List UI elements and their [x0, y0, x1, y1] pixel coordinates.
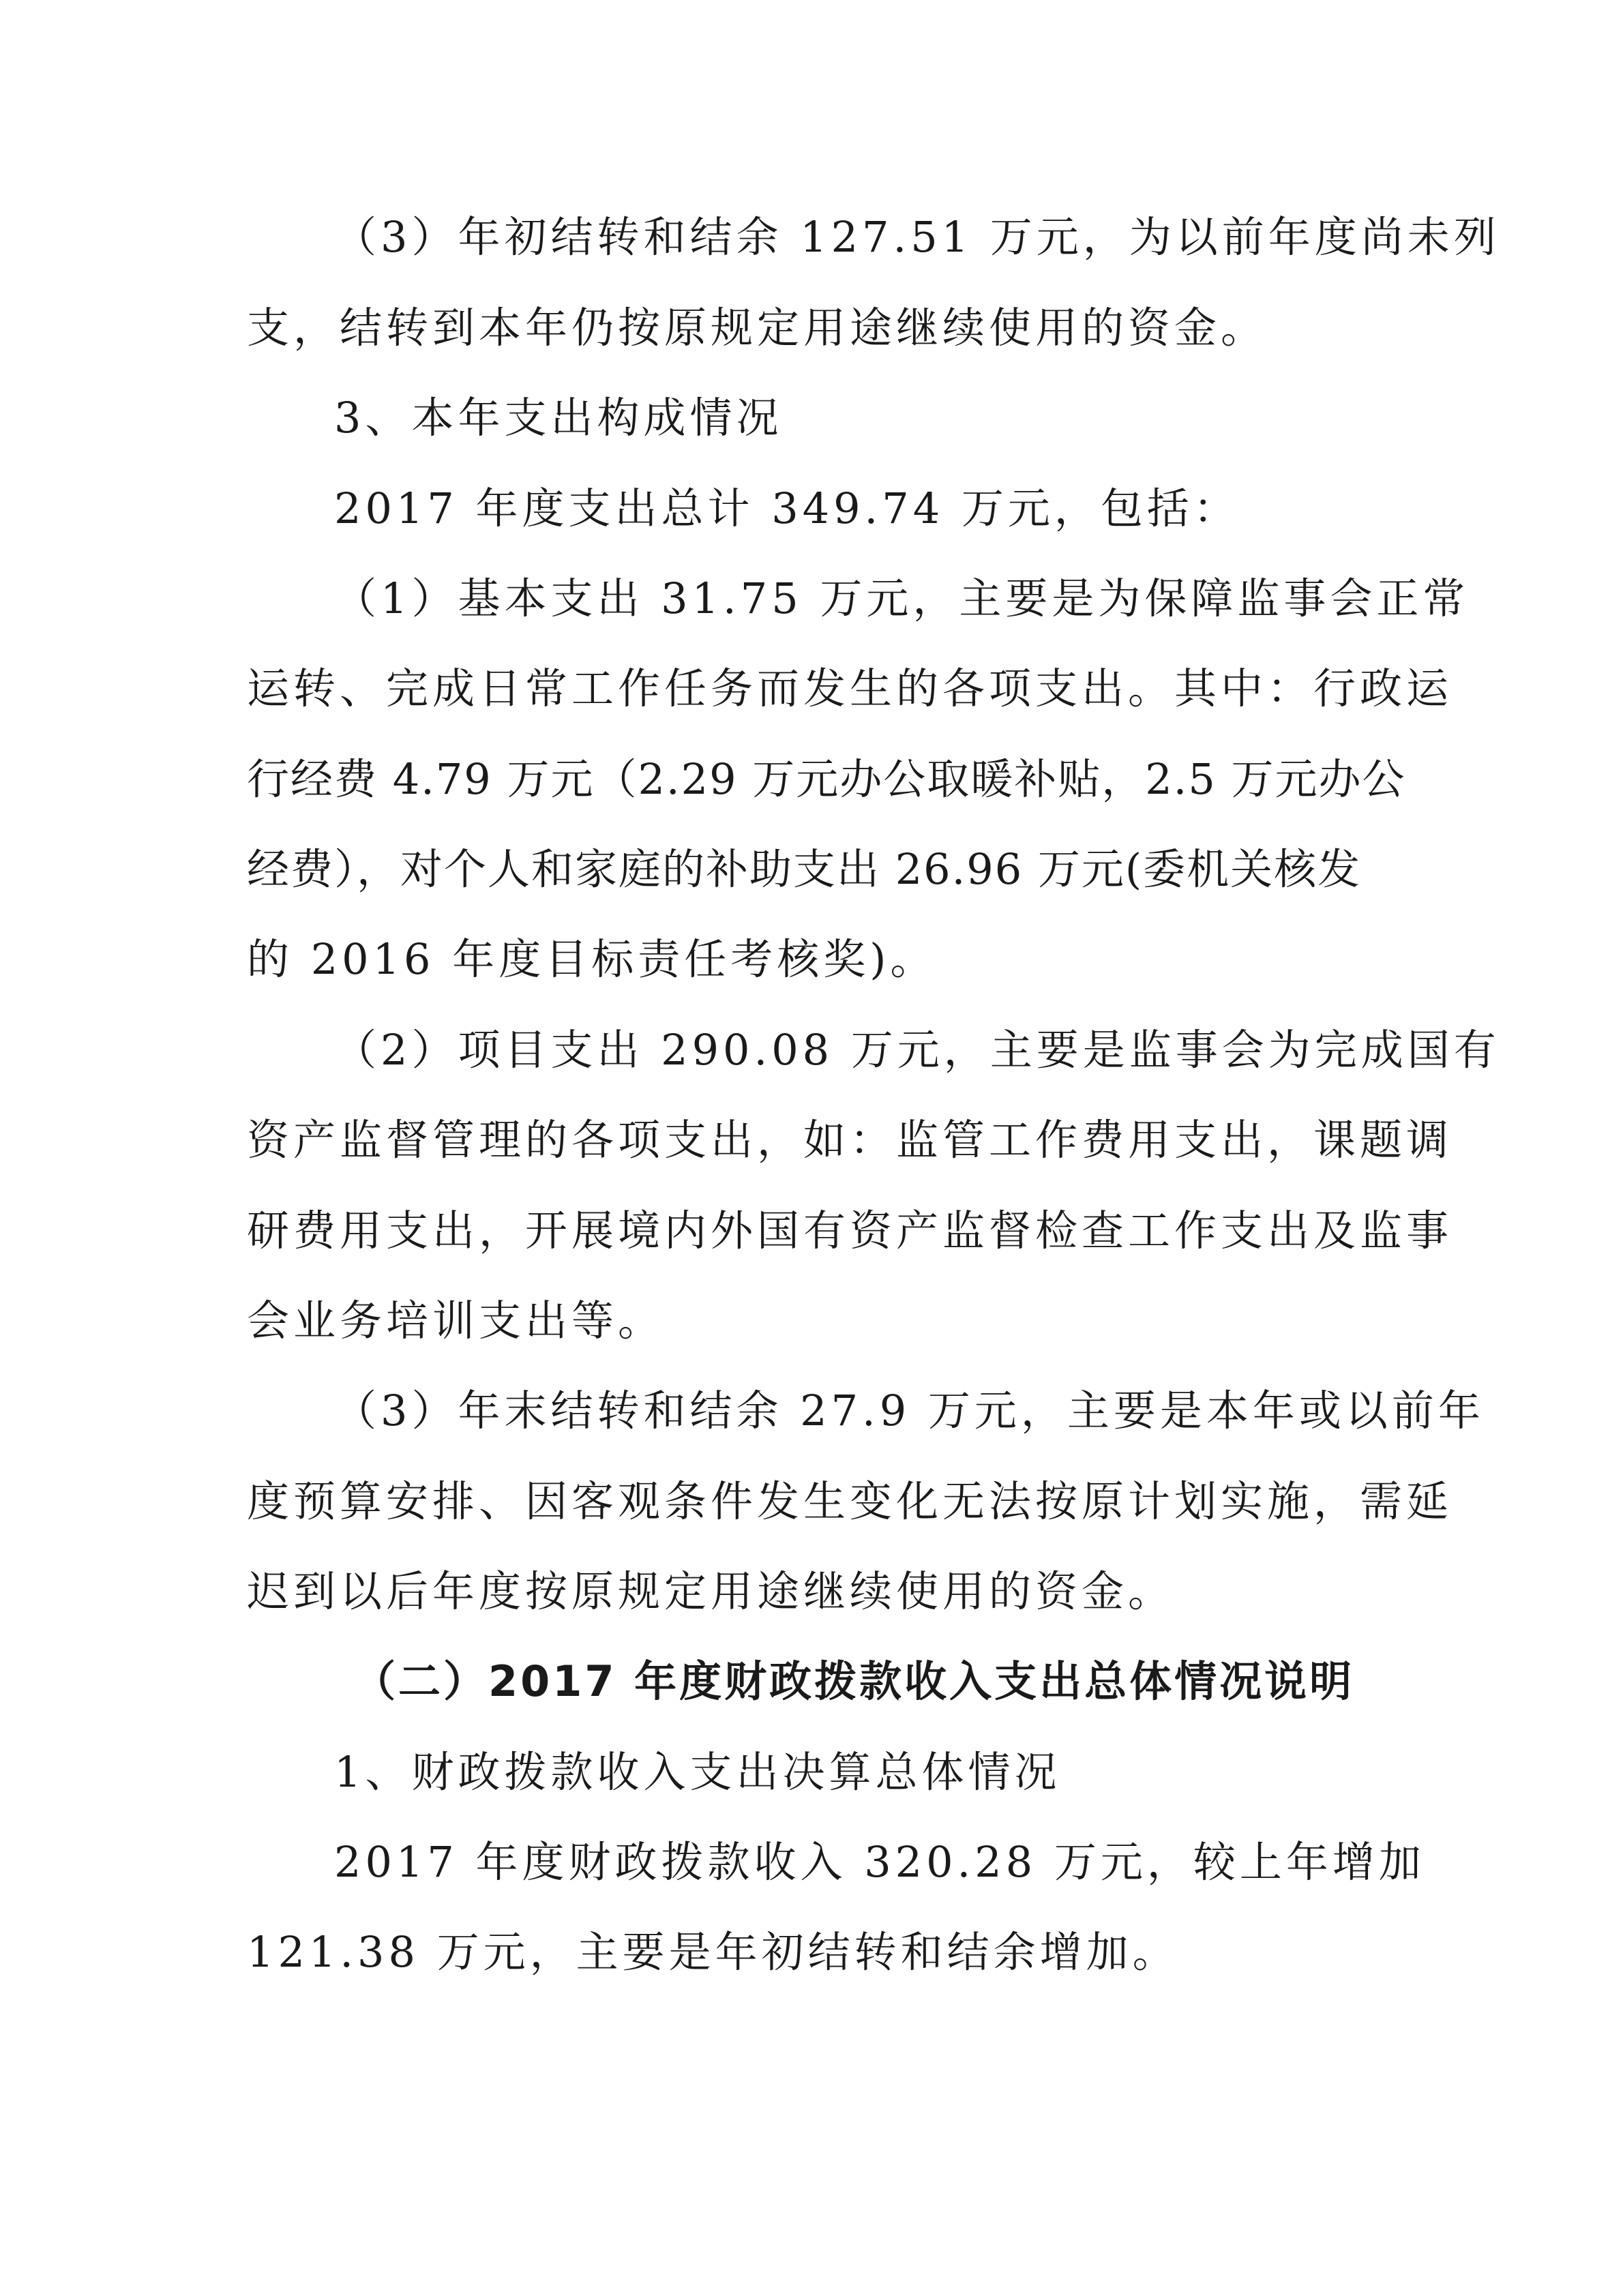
paragraph-carryover-line-1: （3）年初结转和结余 127.51 万元，为以前年度尚未列 — [334, 212, 1500, 262]
paragraph-yearend-line-2: 度预算安排、因客观条件发生变化无法按原计划实施，需延 — [247, 1476, 1453, 1526]
paragraph-yearend-line-1: （3）年末结转和结余 27.9 万元，主要是本年或以前年 — [334, 1386, 1485, 1435]
paragraph-basic-line-1: （1）基本支出 31.75 万元，主要是为保障监事会正常 — [334, 573, 1470, 623]
paragraph-project-line-4: 会业务培训支出等。 — [247, 1296, 665, 1345]
paragraph-basic-line-5: 的 2016 年度目标责任考核奖)。 — [247, 934, 937, 984]
paragraph-project-line-1: （2）项目支出 290.08 万元，主要是监事会为完成国有 — [334, 1025, 1500, 1075]
paragraph-project-line-2: 资产监督管理的各项支出，如：监管工作费用支出，课题调 — [247, 1115, 1453, 1165]
paragraph-fiscal-line-1: 2017 年度财政拨款收入 320.28 万元，较上年增加 — [334, 1837, 1425, 1887]
section-heading-fiscal-appropriation: （二）2017 年度财政拨款收入支出总体情况说明 — [353, 1656, 1355, 1706]
paragraph-fiscal-line-2: 121.38 万元，主要是年初结转和结余增加。 — [247, 1927, 1179, 1977]
paragraph-basic-line-2: 运转、完成日常工作任务而发生的各项支出。其中：行政运 — [247, 664, 1453, 713]
paragraph-carryover-line-2: 支，结转到本年仍按原规定用途继续使用的资金。 — [247, 303, 1268, 353]
paragraph-basic-line-3: 行经费 4.79 万元（2.29 万元办公取暖补贴，2.5 万元办公 — [247, 754, 1406, 804]
paragraph-project-line-3: 研费用支出，开展境内外国有资产监督检查工作支出及监事 — [247, 1206, 1453, 1255]
paragraph-expenditure-total: 2017 年度支出总计 349.74 万元，包括： — [334, 483, 1240, 533]
subsection-heading-fiscal-overview: 1、财政拨款收入支出决算总体情况 — [334, 1747, 1061, 1797]
paragraph-basic-line-4: 经费），对个人和家庭的补助支出 26.96 万元(委机关核发 — [247, 844, 1362, 894]
paragraph-yearend-line-3: 迟到以后年度按原规定用途继续使用的资金。 — [247, 1566, 1175, 1616]
section-heading-expenditure: 3、本年支出构成情况 — [334, 393, 783, 443]
